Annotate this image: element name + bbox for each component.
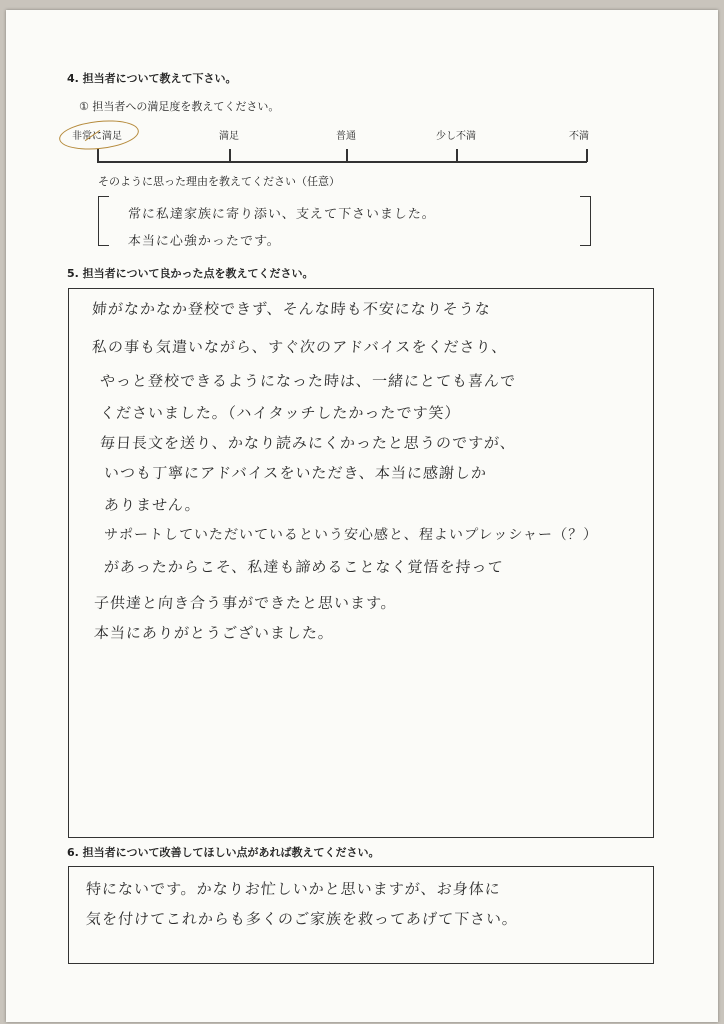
reason-bracket-left: [98, 196, 109, 246]
q5-answer-line: いつも丁寧にアドバイスをいただき、本当に感謝しか: [103, 464, 488, 482]
scale-tick: [229, 149, 231, 162]
q5-heading: 5. 担当者について良かった点を教えてください。: [67, 267, 314, 280]
q5-answer-line: ありません。: [103, 496, 202, 514]
satisfaction-scale-line: [97, 161, 587, 163]
scale-label-neutral: 普通: [336, 131, 356, 142]
q5-answer-line: やっと登校できるようになった時は、一緒にとても喜んで: [99, 372, 517, 390]
scale-label-slightly-dissatisfied: 少し不満: [436, 131, 476, 142]
scale-label-dissatisfied: 不満: [569, 131, 589, 142]
q5-answer-line: があったからこそ、私達も諦めることなく覚悟を持って: [103, 558, 505, 576]
q4-heading: 4. 担当者について教えて下さい。: [67, 72, 237, 85]
q5-answer-line: 毎日長文を送り、かなり読みにくかったと思うのですが、: [99, 434, 517, 452]
q4-reason-line: 本当に心強かったです。: [127, 234, 282, 249]
scale-label-very-satisfied: 非常に満足: [72, 131, 122, 142]
q4-subquestion: ① 担当者への満足度を教えてください。: [79, 100, 280, 113]
q5-answer-line: 子供達と向き合う事ができたと思います。: [93, 594, 398, 612]
q5-answer-line: 私の事も気遣いながら、すぐ次のアドバイスをくださり、: [91, 338, 509, 356]
scale-tick: [346, 149, 348, 162]
q5-answer-line: 本当にありがとうございました。: [93, 624, 335, 642]
q4-reason-line: 常に私達家族に寄り添い、支えて下さいました。: [127, 207, 437, 222]
scale-tick: [456, 149, 458, 162]
scale-label-satisfied: 満足: [219, 131, 239, 142]
q5-answer-line: サポートしていただいているという安心感と、程よいプレッシャー（？）: [103, 527, 599, 543]
q6-answer-line: 特にないです。かなりお忙しいかと思いますが、お身体に: [85, 880, 502, 898]
scale-tick: [586, 149, 588, 162]
q5-answer-line: くださいました。（ハイタッチしたかったです笑）: [99, 404, 462, 422]
q5-answer-line: 姉がなかなか登校できず、そんな時も不安になりそうな: [91, 300, 492, 318]
q6-answer-line: 気を付けてこれからも多くのご家族を救ってあげて下さい。: [85, 910, 519, 928]
reason-bracket-right: [580, 196, 591, 246]
q6-heading: 6. 担当者について改善してほしい点があれば教えてください。: [67, 846, 380, 859]
q4-reason-label: そのように思った理由を教えてください（任意）: [98, 175, 340, 188]
